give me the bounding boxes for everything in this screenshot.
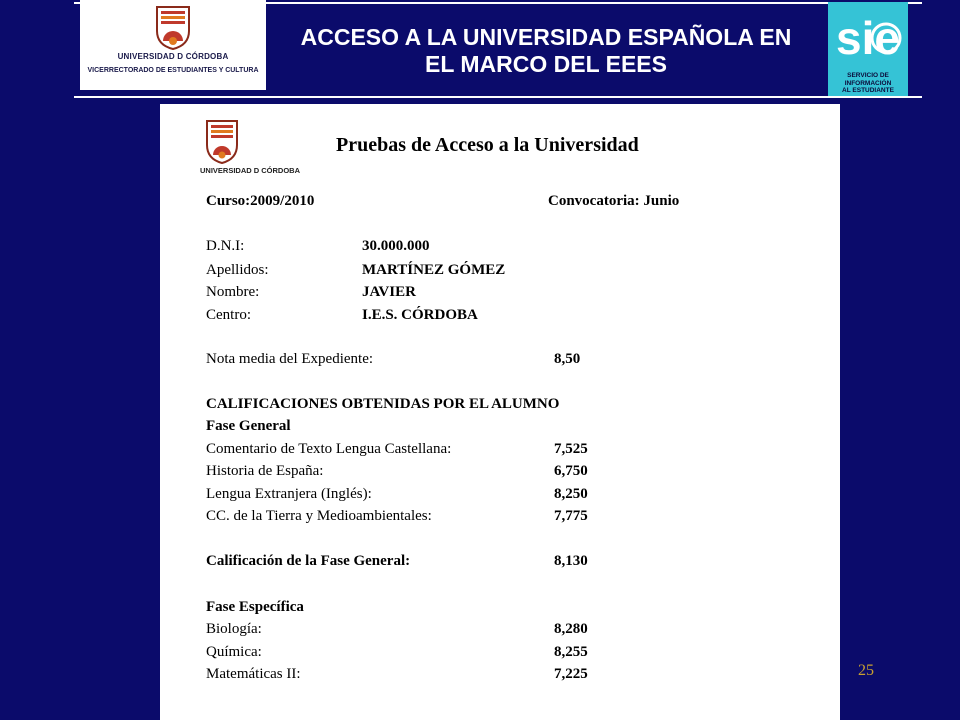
curso-label: Curso:2009/2010 [206,193,315,209]
document-logo-name: UNIVERSIDAD D CÓRDOBA [200,166,301,175]
slide-title [272,24,820,78]
subject-grade: 8,250 [554,486,588,502]
slide-title-line2: EL MARCO DEL EEES [425,51,667,77]
sie-logo-letters: sie [836,12,900,64]
page-number: 25 [858,662,874,679]
subject-name: Historia de España: [206,463,324,479]
subject-grade: 8,255 [554,644,588,660]
nota-media-value: 8,50 [554,351,581,367]
subject-name: Lengua Extranjera (Inglés): [206,486,372,502]
university-shield-icon [153,5,193,51]
subject-name: Química: [206,644,262,660]
sie-logo-icon [834,8,902,70]
sie-logo-box [828,2,908,96]
sie-caption-line1: SERVICIO DE [847,72,889,79]
sie-caption-line3: AL ESTUDIANTE [842,87,894,94]
header-bottom-rule [74,96,922,98]
dni-label: D.N.I: [206,238,245,254]
subject-name: Comentario de Texto Lengua Castellana: [206,441,452,457]
grade-document [160,104,840,720]
sie-caption [828,72,908,95]
nombre-label: Nombre: [206,284,260,300]
university-logo-name: UNIVERSIDAD D CÓRDOBA [117,52,229,61]
subject-grade: 7,225 [554,666,588,682]
subject-grade: 8,280 [554,621,588,637]
subject-grade: 7,775 [554,508,588,524]
subject-name: CC. de la Tierra y Medioambientales: [206,508,432,524]
university-logo-box [80,0,266,90]
sie-caption-line2: INFORMACIÓN [844,79,892,87]
calificacion-fase-general-value: 8,130 [554,553,588,569]
fase-general-heading: Fase General [206,418,291,434]
university-shield-icon [204,119,240,165]
fase-especifica-heading: Fase Específica [206,599,304,615]
convocatoria-label: Convocatoria: Junio [548,193,680,209]
subject-grade: 6,750 [554,463,588,479]
document-title: Pruebas de Acceso a la Universidad [336,134,639,156]
nombre-value: JAVIER [362,284,416,300]
centro-label: Centro: [206,307,251,323]
apellidos-value: MARTÍNEZ GÓMEZ [362,262,506,278]
slide-title-line1: ACCESO A LA UNIVERSIDAD ESPAÑOLA EN [300,24,792,50]
subject-name: Matemáticas II: [206,666,301,682]
nota-media-label: Nota media del Expediente: [206,351,374,367]
centro-value: I.E.S. CÓRDOBA [362,307,478,323]
vicerrectorado-name: VICERRECTORADO DE ESTUDIANTES Y CULTURA [87,67,259,74]
calificaciones-heading: CALIFICACIONES OBTENIDAS POR EL ALUMNO [206,396,560,412]
apellidos-label: Apellidos: [206,262,269,278]
subject-grade: 7,525 [554,441,588,457]
subject-name: Biología: [206,621,262,637]
dni-value: 30.000.000 [362,238,430,254]
calificacion-fase-general-label: Calificación de la Fase General: [206,553,411,569]
